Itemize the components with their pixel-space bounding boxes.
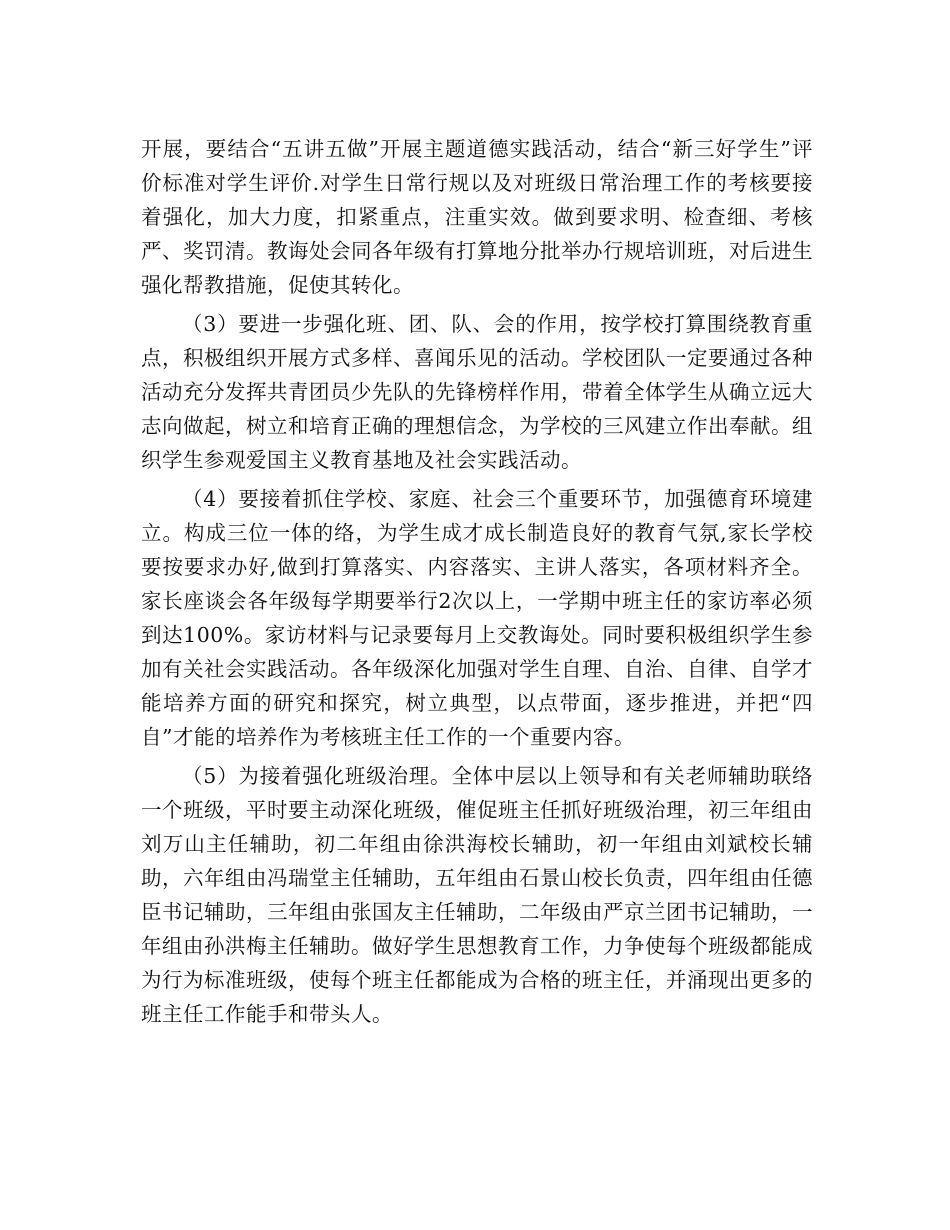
document-body <box>141 132 813 1036</box>
paragraph-item-4: （4）要接着抓住学校、家庭、社会三个重要环节，加强德育环境建立。构成三位一体的络，为学生成才成长制造良好的教育气氛,家长学校要按要求办好,做到打算落实、内容落实、主讲人落实，各项材料齐全。家长座谈会各年级每学期要举行2次以上，一学期中班主任的家访率必须到达100%。家访材料与记录要每月上交教诲处。同时要积极组织学生参加有关社会实践活动。各年级深化加强对学生自理、自治、自律、自学才能培养方面的研究和探究，树立典型，以点带面，逐步推进，并把“四自”才能的培养作为考核班主任工作的一个重要内容。 <box>141 487 813 749</box>
paragraph-item-5: （5）为接着强化班级治理。全体中层以上领导和有关老师辅助联络一个班级，平时要主动深化班级，催促班主任抓好班级治理，初三年组由刘万山主任辅助，初二年组由徐洪海校长辅助，初一年组由刘斌校长辅助，六年组由冯瑞堂主任辅助，五年组由石景山校长负责，四年组由任德臣书记辅助，三年组由张国友主任辅助，二年级由严京兰团书记辅助，一年组由孙洪梅主任辅助。做好学生思想教育工作，力争使每个班级都能成为行为标准班级，使每个班主任都能成为合格的班主任，并涌现出更多的班主任工作能手和带头人。 <box>141 764 813 1026</box>
paragraph-continuation: 开展，要结合“五讲五做”开展主题道德实践活动，结合“新三好学生”评价标准对学生评价.对学生日常行规以及对班级日常治理工作的考核要接着强化，加大力度，扣紧重点，注重实效。做到要求明、检查细、考核严、奖罚清。教诲处会同各年级有打算地分批举办行规培训班，对后进生强化帮教措施，促使其转化。 <box>141 137 813 297</box>
paragraph-item-3: （3）要进一步强化班、团、队、会的作用，按学校打算围绕教育重点，积极组织开展方式多样、喜闻乐见的活动。学校团队一定要通过各种活动充分发挥共青团员少先队的先锋榜样作用，带着全体学生从确立远大志向做起，树立和培育正确的理想信念，为学校的三风建立作出奉献。组织学生参观爱国主义教育基地及社会实践活动。 <box>141 312 813 472</box>
